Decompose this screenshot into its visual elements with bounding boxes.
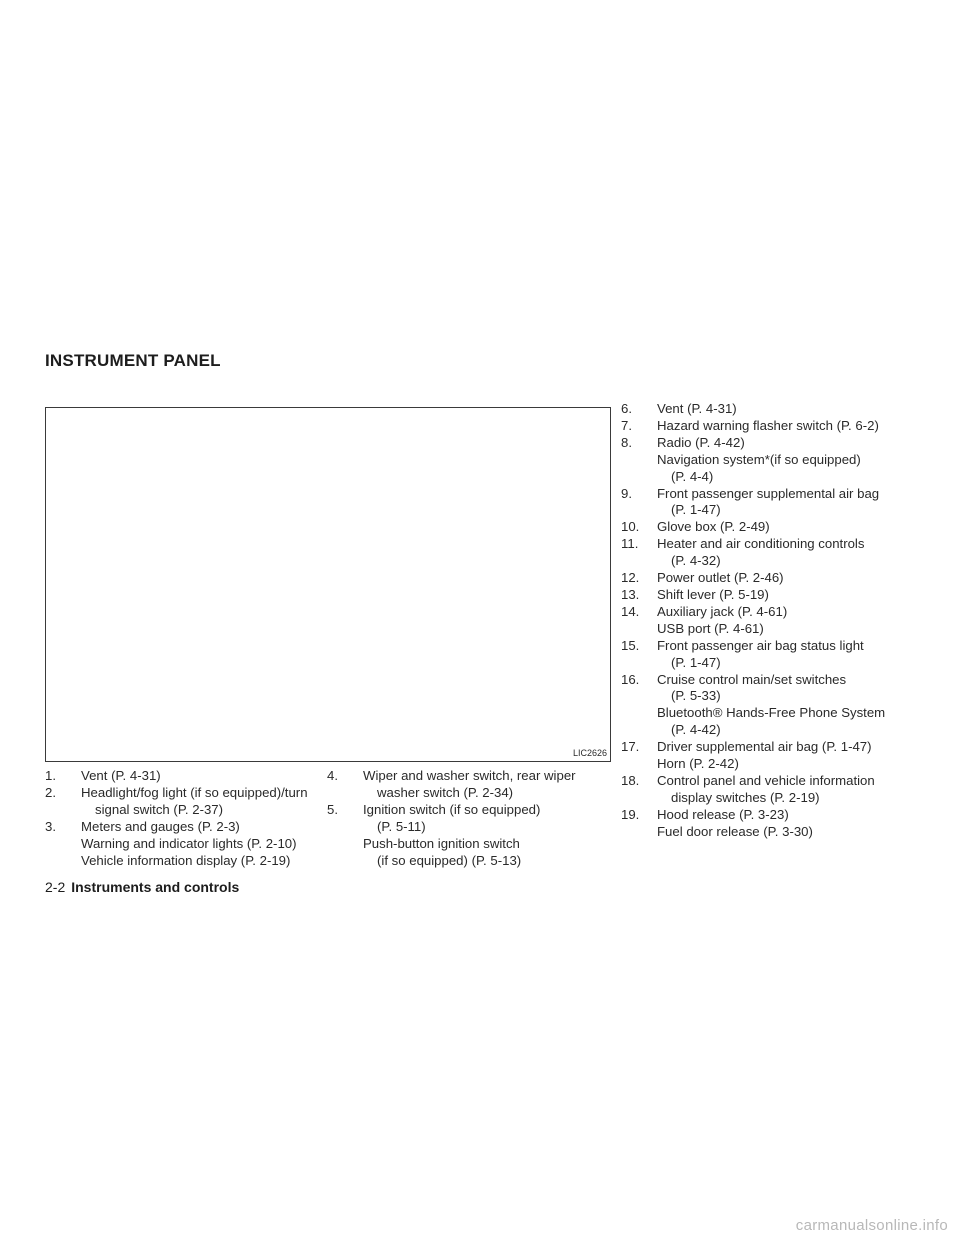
legend-item: [327, 802, 607, 870]
legend-item-number: 8.: [621, 434, 632, 450]
legend-item-line: Front passenger supplemental air bag: [657, 485, 880, 501]
legend-item-line: Warning and indicator lights (P. 2-10): [81, 835, 297, 851]
legend-item-line: USB port (P. 4-61): [657, 620, 764, 636]
legend-item-number: 4.: [327, 768, 338, 783]
legend-item: [621, 536, 921, 570]
legend-item: [621, 807, 921, 841]
legend-item-line: (P. 4-42): [671, 722, 721, 738]
legend-item-number: 10.: [621, 519, 640, 535]
legend-item-line: Headlight/fog light (if so equipped)/turn: [81, 784, 308, 800]
legend-item-line: (if so equipped) (P. 5-13): [377, 852, 522, 868]
legend-item-line: Front passenger air bag status light: [657, 637, 864, 653]
chapter-title: Instruments and controls: [71, 879, 240, 895]
legend-item: [621, 486, 921, 520]
legend-item-number: 12.: [621, 570, 640, 586]
legend-item-line: Ignition switch (if so equipped): [363, 801, 541, 817]
legend-item: [327, 768, 607, 802]
watermark: carmanualsonline.info: [795, 1217, 948, 1234]
legend-item: [621, 604, 921, 638]
legend-item-number: 11.: [621, 536, 639, 552]
figure-code: LIC2626: [572, 748, 607, 758]
legend-item-line: Navigation system*(if so equipped): [657, 451, 861, 467]
legend-item: [45, 785, 325, 819]
legend-item-number: 6.: [621, 401, 632, 416]
legend-item-line: (P. 1-47): [671, 654, 721, 670]
legend-item-number: 17.: [621, 739, 640, 755]
legend-item-line: (P. 4-4): [671, 468, 714, 484]
legend-item-number: 18.: [621, 772, 640, 788]
instrument-panel-figure: [45, 407, 611, 762]
legend-item-line: Horn (P. 2-42): [657, 756, 739, 772]
legend-item: [621, 739, 921, 773]
legend-item: [621, 672, 921, 740]
legend-item-line: Fuel door release (P. 3-30): [657, 823, 813, 839]
legend-item-line: Push-button ignition switch: [363, 835, 520, 851]
legend-item-line: washer switch (P. 2-34): [377, 784, 514, 800]
legend-item: [621, 435, 921, 486]
legend-item: [45, 768, 325, 785]
legend-item-number: 5.: [327, 801, 338, 817]
legend-item-line: (P. 1-47): [671, 502, 721, 518]
legend-item-number: 7.: [621, 417, 632, 433]
page-number: 2-2: [45, 879, 66, 895]
legend-item-line: (P. 5-11): [377, 818, 426, 834]
legend-item-line: Bluetooth® Hands-Free Phone System: [657, 705, 886, 721]
legend-item-line: Control panel and vehicle information: [657, 772, 875, 788]
legend-item-number: 13.: [621, 586, 640, 602]
legend-item-number: 14.: [621, 603, 640, 619]
page-footer: [45, 879, 239, 895]
legend-item-line: Driver supplemental air bag (P. 1-47): [657, 739, 872, 755]
legend-item: [621, 638, 921, 672]
legend-item-line: Heater and air conditioning controls: [657, 536, 865, 552]
legend-item: [621, 570, 921, 587]
legend-item: [45, 819, 325, 870]
legend-item-line: Power outlet (P. 2-46): [657, 570, 784, 586]
legend-item-number: 1.: [45, 768, 56, 783]
legend-item-line: Glove box (P. 2-49): [657, 519, 770, 535]
legend-item-number: 19.: [621, 806, 640, 822]
legend-item-line: Radio (P. 4-42): [657, 434, 745, 450]
legend-item-line: Vent (P. 4-31): [81, 768, 161, 783]
legend-item: [621, 773, 921, 807]
legend-item-line: Cruise control main/set switches: [657, 671, 847, 687]
legend-item-line: Shift lever (P. 5-19): [657, 586, 769, 602]
legend-item-line: (P. 4-32): [671, 553, 721, 569]
section-title: INSTRUMENT PANEL: [45, 351, 221, 370]
legend-item-line: Hood release (P. 3-23): [657, 806, 789, 822]
legend-item: [621, 418, 921, 435]
legend-item-number: 16.: [621, 671, 640, 687]
legend-item-line: signal switch (P. 2-37): [95, 801, 224, 817]
legend-item-line: display switches (P. 2-19): [671, 789, 820, 805]
legend-item-line: Hazard warning flasher switch (P. 6-2): [657, 417, 879, 433]
legend-item-number: 2.: [45, 784, 56, 800]
legend-item-number: 9.: [621, 485, 632, 501]
legend-column-middle: [327, 768, 607, 869]
legend-item-line: Meters and gauges (P. 2-3): [81, 818, 240, 834]
legend-item-number: 3.: [45, 818, 56, 834]
legend-item: [621, 587, 921, 604]
legend-item: [621, 519, 921, 536]
legend-item-line: Vehicle information display (P. 2-19): [81, 852, 291, 868]
legend-item-line: Auxiliary jack (P. 4-61): [657, 603, 788, 619]
legend-item-line: Wiper and washer switch, rear wiper: [363, 768, 576, 783]
legend-item-number: 15.: [621, 637, 640, 653]
legend-column-left: [45, 768, 325, 869]
legend-item-line: (P. 5-33): [671, 688, 721, 704]
legend-item-line: Vent (P. 4-31): [657, 401, 737, 416]
legend-column-right: [621, 401, 921, 841]
legend-item: [621, 401, 921, 418]
